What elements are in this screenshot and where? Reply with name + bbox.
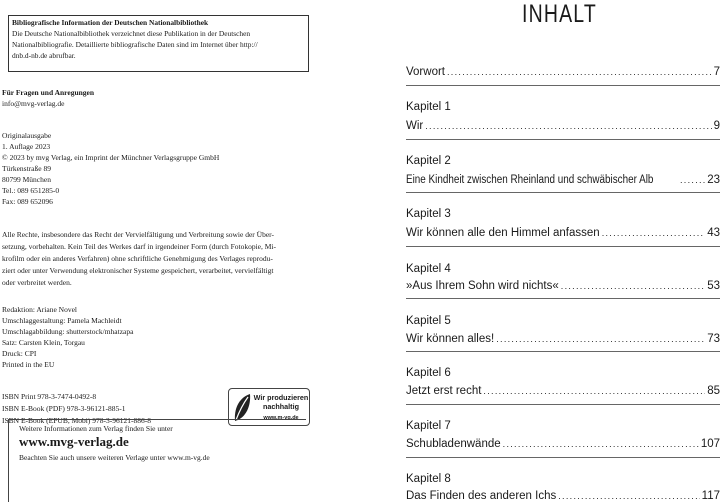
contact-email: info@mvg-verlag.de	[2, 99, 65, 108]
divider	[406, 351, 720, 352]
divider	[406, 457, 720, 458]
toc-entry-title: Vorwort	[406, 66, 445, 78]
badge-text	[253, 393, 309, 411]
divider	[406, 246, 720, 247]
toc-page-number: 9	[713, 120, 720, 132]
toc-entry-title: Jetzt erst recht	[406, 385, 482, 397]
biblio-line: Die Deutsche Nationalbibliothek verzeichnet diese Publikation in der Deutschen	[12, 29, 251, 38]
rights-line: Alle Rechte, insbesondere das Recht der Vervielfältigung und Verbreitung sowie der Über-	[2, 230, 274, 239]
toc-row[interactable]	[406, 66, 720, 78]
toc-entry-title-text: Eine Kindheit zwischen Rheinland und schwäbischer Alb	[406, 174, 654, 186]
publisher-info-box	[8, 419, 306, 502]
edition-line: 1. Auflage 2023	[2, 142, 51, 151]
toc-entry-title: Wir können alles!	[406, 333, 495, 345]
toc-page-number: 7	[713, 66, 720, 78]
credit-line: Umschlaggestaltung: Pamela Machleidt	[2, 316, 122, 325]
biblio-box	[8, 15, 309, 72]
info-footer: Beachten Sie auch unsere weiteren Verlage unter www.m-vg.de	[19, 453, 210, 462]
toc-entry-title: Das Finden des anderen Ichs	[406, 490, 557, 502]
divider	[406, 404, 720, 405]
toc-page-number: 53	[707, 280, 720, 292]
edition-line: Tel.: 089 651285-0	[2, 186, 60, 195]
toc-row[interactable]	[406, 385, 720, 397]
contact-heading: Für Fragen und Anregungen	[2, 88, 95, 97]
toc-entry[interactable]	[406, 208, 720, 248]
toc-entry-title	[406, 174, 678, 186]
toc-leader	[680, 174, 705, 186]
credit-line: Umschlagabbildung: shutterstock/mhatzapa	[2, 327, 134, 336]
toc-chapter-label: Kapitel 3	[406, 208, 451, 220]
toc-leader	[425, 120, 711, 132]
toc-entry[interactable]	[406, 263, 720, 303]
toc-entry[interactable]	[406, 66, 720, 84]
badge-line-2: nachhaltig	[263, 402, 299, 411]
biblio-line: dnb.d-nb.de abrufbar.	[12, 51, 76, 60]
rights-line: setzung, vorbehalten. Kein Teil des Werkes darf in irgendeiner Form (durch Fotokopie, Mi-	[2, 242, 277, 251]
toc-entry[interactable]	[406, 101, 720, 141]
badge-url: www.m-vg.de	[263, 415, 299, 421]
credit-line: Druck: CPI	[2, 349, 37, 358]
isbn-line: ISBN Print 978-3-7474-0492-8	[2, 392, 97, 401]
credit-line: Printed in the EU	[2, 360, 55, 369]
toc-row[interactable]	[406, 490, 720, 502]
divider	[406, 298, 720, 299]
toc-page-number: 117	[701, 490, 720, 502]
biblio-heading: Bibliografische Information der Deutschen Nationalbibliothek	[12, 18, 209, 27]
rights-line: ziert oder unter Verwendung elektronischer Systeme gespeichert, verarbeitet, vervielfältigt	[2, 266, 274, 275]
toc-page-number: 73	[707, 333, 720, 345]
credit-line: Satz: Carsten Klein, Torgau	[2, 338, 85, 347]
toc-row[interactable]	[406, 438, 720, 450]
toc-page-number: 107	[700, 438, 720, 450]
toc-row[interactable]	[406, 120, 720, 132]
edition-line: Fax: 089 652096	[2, 197, 53, 206]
rights-line: krofilm oder ein anderes Verfahren) ohne schriftliche Genehmigung des Verlages reprodu-	[2, 254, 273, 263]
biblio-line: Nationalbibliografie. Detaillierte bibliografische Daten sind im Internet über http://	[12, 40, 258, 49]
toc-leader	[496, 333, 705, 345]
edition-line: 80799 München	[2, 175, 51, 184]
toc-row[interactable]	[406, 227, 720, 239]
toc-row[interactable]	[406, 280, 720, 292]
divider	[406, 192, 720, 193]
toc-entry-title: Schubladenwände	[406, 438, 501, 450]
isbn-line: ISBN E-Book (EPUB, Mobi) 978-3-96121-886-8	[2, 416, 151, 425]
toc-entry[interactable]	[406, 420, 720, 460]
divider	[406, 85, 720, 86]
edition-line: Türkenstraße 89	[2, 164, 51, 173]
toc-page-number: 85	[707, 385, 720, 397]
toc-chapter-label: Kapitel 2	[406, 155, 451, 167]
toc-entry-title: Wir	[406, 120, 424, 132]
toc-chapter-label: Kapitel 6	[406, 367, 451, 379]
rights-line: oder verbreitet werden.	[2, 278, 72, 287]
toc-leader	[503, 438, 699, 450]
toc-chapter-label: Kapitel 4	[406, 263, 451, 275]
toc-chapter-label: Kapitel 5	[406, 315, 451, 327]
page-title: INHALT	[522, 0, 597, 28]
toc-page-number: 43	[707, 227, 720, 239]
toc-chapter-label: Kapitel 1	[406, 101, 451, 113]
toc-entry[interactable]	[406, 155, 720, 195]
badge-line-1: Wir produzieren	[253, 393, 309, 402]
isbn-line: ISBN E-Book (PDF) 978-3-96121-885-1	[2, 404, 126, 413]
toc-entry[interactable]	[406, 473, 720, 504]
toc-entry-title: Wir können alle den Himmel anfassen	[406, 227, 600, 239]
toc-row[interactable]	[406, 174, 720, 186]
toc-entry[interactable]	[406, 315, 720, 355]
toc-leader	[561, 280, 705, 292]
toc-chapter-label: Kapitel 7	[406, 420, 451, 432]
credit-line: Redaktion: Ariane Novel	[2, 305, 77, 314]
toc-leader	[558, 490, 699, 502]
toc-chapter-label: Kapitel 8	[406, 473, 451, 485]
edition-line: © 2023 by mvg Verlag, ein Imprint der Münchner Verlagsgruppe GmbH	[2, 153, 220, 162]
info-intro: Weitere Informationen zum Verlag finden Sie unter	[19, 424, 173, 433]
toc-leader	[483, 385, 705, 397]
toc-entry-title: »Aus Ihrem Sohn wird nichts«	[406, 280, 559, 292]
toc-page-number: 23	[707, 174, 720, 186]
publisher-url-link[interactable]: www.mvg-verlag.de	[19, 434, 129, 449]
edition-line: Originalausgabe	[2, 131, 52, 140]
toc-leader	[447, 66, 712, 78]
divider	[406, 139, 720, 140]
toc-row[interactable]	[406, 333, 720, 345]
toc-leader	[602, 227, 706, 239]
toc-entry[interactable]	[406, 367, 720, 407]
